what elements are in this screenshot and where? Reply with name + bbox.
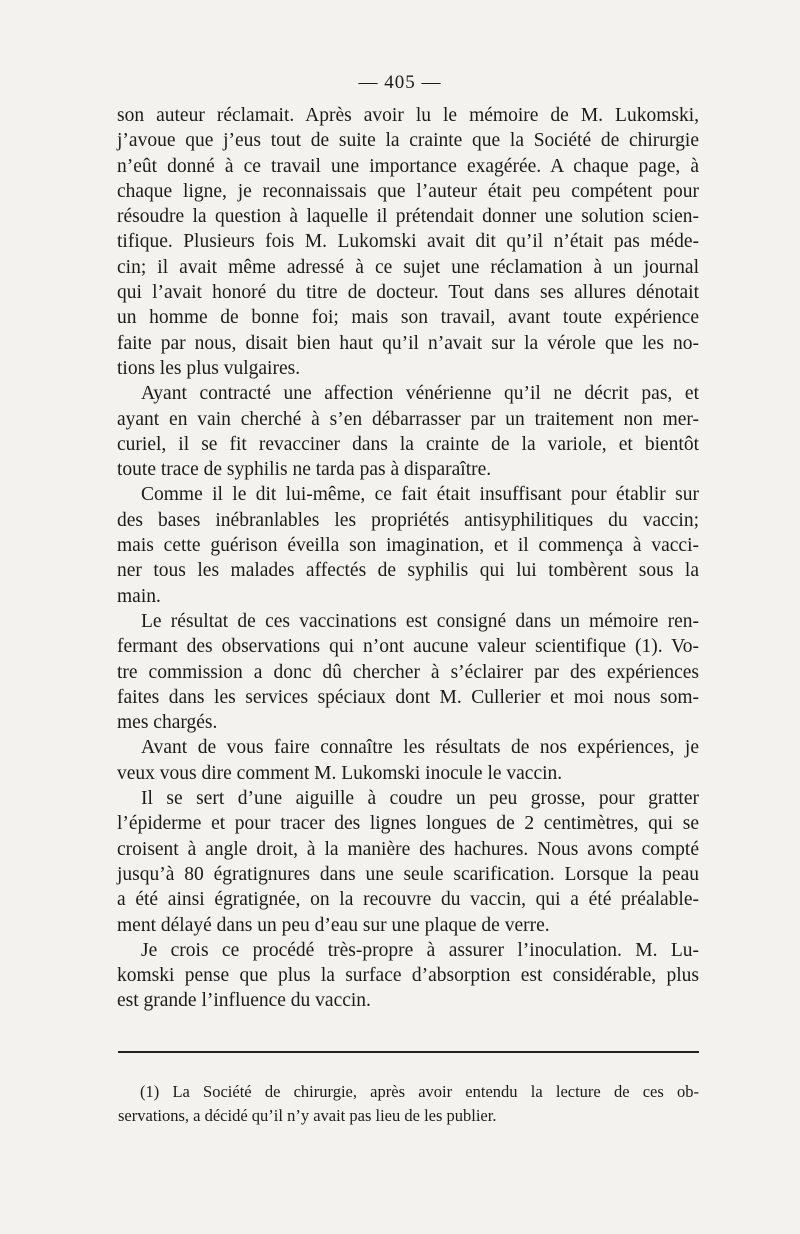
text-line: a été ainsi égratignée, on la recouvre du vaccin, qui a été préalable- — [117, 889, 699, 911]
text-line: mais cette guérison éveilla son imagination, et il commença à vacci- — [117, 535, 699, 557]
text-line: ayant en vain cherché à s’en débarrasser par un traitement non mer- — [117, 408, 699, 430]
text-line: komski pense que plus la surface d’absorption est considérable, plus — [117, 965, 699, 987]
text-line: chaque ligne, je reconnaissais que l’auteur était peu compétent pour — [117, 180, 699, 202]
text-line: tions les plus vulgaires. — [117, 357, 301, 379]
text-line: son auteur réclamait. Après avoir lu le mémoire de M. Lukomski, — [117, 105, 699, 126]
body-text — [117, 103, 699, 1014]
text-line: résoudre la question à laquelle il prétendait donner une solution scien- — [117, 206, 699, 228]
text-line: jusqu’à 80 égratignures dans une seule scarification. Lorsque la peau — [117, 863, 699, 885]
text-line: Comme il le dit lui-même, ce fait était insuffisant pour établir sur — [141, 484, 699, 506]
text-line: fermant des observations qui n’ont aucune valeur scientifique (1). Vo- — [117, 636, 699, 658]
text-line: veux vous dire comment M. Lukomski inocule le vaccin. — [117, 762, 563, 784]
text-line: un homme de bonne foi; mais son travail, avant toute expérience — [117, 307, 699, 329]
text-line: des bases inébranlables les propriétés antisyphilitiques du vaccin; — [117, 509, 699, 531]
text-line: tre commission a donc dû chercher à s’éclairer par des expériences — [117, 661, 699, 683]
text-line: Ayant contracté une affection vénérienne qu’il ne décrit pas, et — [141, 383, 699, 405]
text-line: croisent à angle droit, à la manière des hachures. Nous avons compté — [117, 838, 699, 860]
text-line: j’avoue que j’eus tout de suite la crainte que la Société de chirurgie — [117, 130, 699, 152]
footnote-line: (1) La Société de chirurgie, après avoir entendu la lecture de ces ob- — [140, 1082, 699, 1101]
text-line: ner tous les malades affectés de syphilis qui lui tombèrent sous la — [117, 560, 699, 582]
text-line: curiel, il se fit revacciner dans la crainte de la variole, et bientôt — [117, 433, 699, 455]
text-line: faites dans les services spéciaux dont M. Cullerier et moi nous som- — [117, 686, 699, 708]
footnote — [118, 1080, 699, 1128]
footnote-divider — [118, 1051, 699, 1053]
text-line: mes chargés. — [117, 712, 218, 734]
text-line: ment délayé dans un peu d’eau sur une plaque de verre. — [117, 914, 550, 936]
text-line: est grande l’influence du vaccin. — [117, 990, 371, 1012]
page-number: — 405 — — [358, 72, 442, 93]
text-line: Il se sert d’une aiguille à coudre un peu grosse, pour gratter — [141, 788, 699, 810]
text-line: tifique. Plusieurs fois M. Lukomski avait dit qu’il n’était pas méde- — [117, 231, 699, 253]
text-line: toute trace de syphilis ne tarda pas à disparaître. — [117, 459, 492, 481]
text-line: Je crois ce procédé très-propre à assurer l’inoculation. M. Lu- — [141, 939, 699, 961]
text-line: Le résultat de ces vaccinations est consigné dans un mémoire ren- — [141, 610, 699, 632]
text-line: qui l’avait honoré du titre de docteur. Tout dans ses allures dénotait — [117, 282, 699, 304]
footnote-line: servations, a décidé qu’il n’y avait pas lieu de les publier. — [118, 1106, 497, 1125]
text-line: faite par nous, disait bien haut qu’il n’avait sur la vérole que les no- — [117, 332, 699, 354]
text-line: cin; il avait même adressé à ce sujet une réclamation à un journal — [117, 256, 699, 278]
text-line: l’épiderme et pour tracer des lignes longues de 2 centimètres, qui se — [117, 813, 699, 835]
text-line: n’eût donné à ce travail une importance exagérée. A chaque page, à — [117, 155, 699, 177]
text-line: Avant de vous faire connaître les résultats de nos expériences, je — [141, 737, 699, 759]
text-line: main. — [117, 585, 161, 607]
